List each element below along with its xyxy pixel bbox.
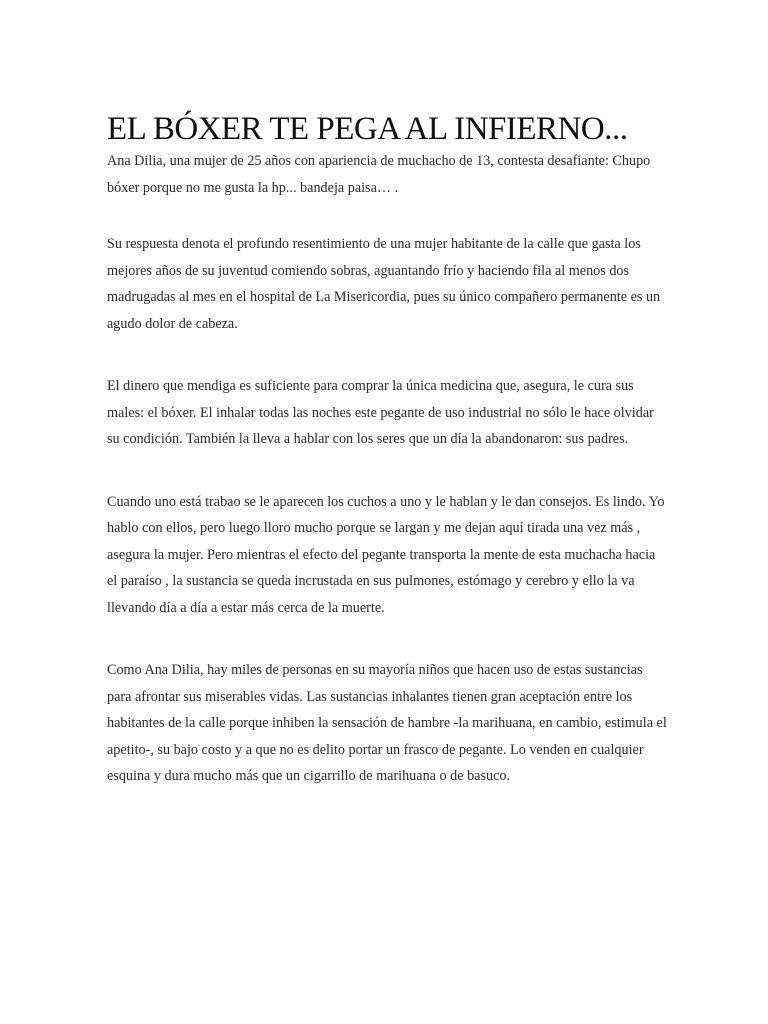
paragraph-intro: Ana Dilia, una mujer de 25 años con apariencia de muchacho de 13, contesta desafiante: Chupo bóxer porque no me gusta la hp... bandeja paisa… . bbox=[107, 153, 651, 196]
document-title: EL BÓXER TE PEGA AL INFIERNO... bbox=[107, 111, 628, 147]
paragraph-respuesta: Su respuesta denota el profundo resentimiento de una mujer habitante de la calle que gasta los mejores años de su juventud comiendo sobras, aguantando frío y haciendo fila al menos dos madrugadas al mes en el hospital de La Misericordia, pues su único compañero permanente es un agudo dolor de cabeza. bbox=[107, 236, 661, 332]
paragraph-cuchos: Cuando uno está trabao se le aparecen los cuchos a uno y le hablan y le dan consejos. Es lindo. Yo hablo con ellos, pero luego lloro mucho porque se largan y me dejan aquí tirada una vez más , asegura la mujer. Pero mientras el efecto del pegante transporta la mente de esta muchacha hacia el paraíso , la sustancia se queda incrustada en sus pulmones, estómago y cerebro y ello la va llevando día a día a estar más cerca de la muerte. bbox=[107, 493, 665, 616]
paragraph-como-ana-dilia: Como Ana Dilia, hay miles de personas en su mayoría niños que hacen uso de estas sustancias para afrontar sus miserables vidas. Las sustancias inhalantes tienen gran aceptación entre los habitantes de la calle porque inhiben la sensación de hambre -la marihuana, en cambio, estimula el apetito-, su bajo costo y a que no es delito portar un frasco de pegante. Lo venden en cualquier esquina y dura mucho más que un cigarrillo de marihuana o de basuco. bbox=[107, 662, 667, 784]
document-page bbox=[107, 108, 667, 790]
paragraph-dinero: El dinero que mendiga es suficiente para comprar la única medicina que, asegura, le cura sus males: el bóxer. El inhalar todas las noches este pegante de uso industrial no sólo le hace olvidar su condición. También la lleva a hablar con los seres que un día la abandonaron: sus padres. bbox=[107, 378, 654, 447]
